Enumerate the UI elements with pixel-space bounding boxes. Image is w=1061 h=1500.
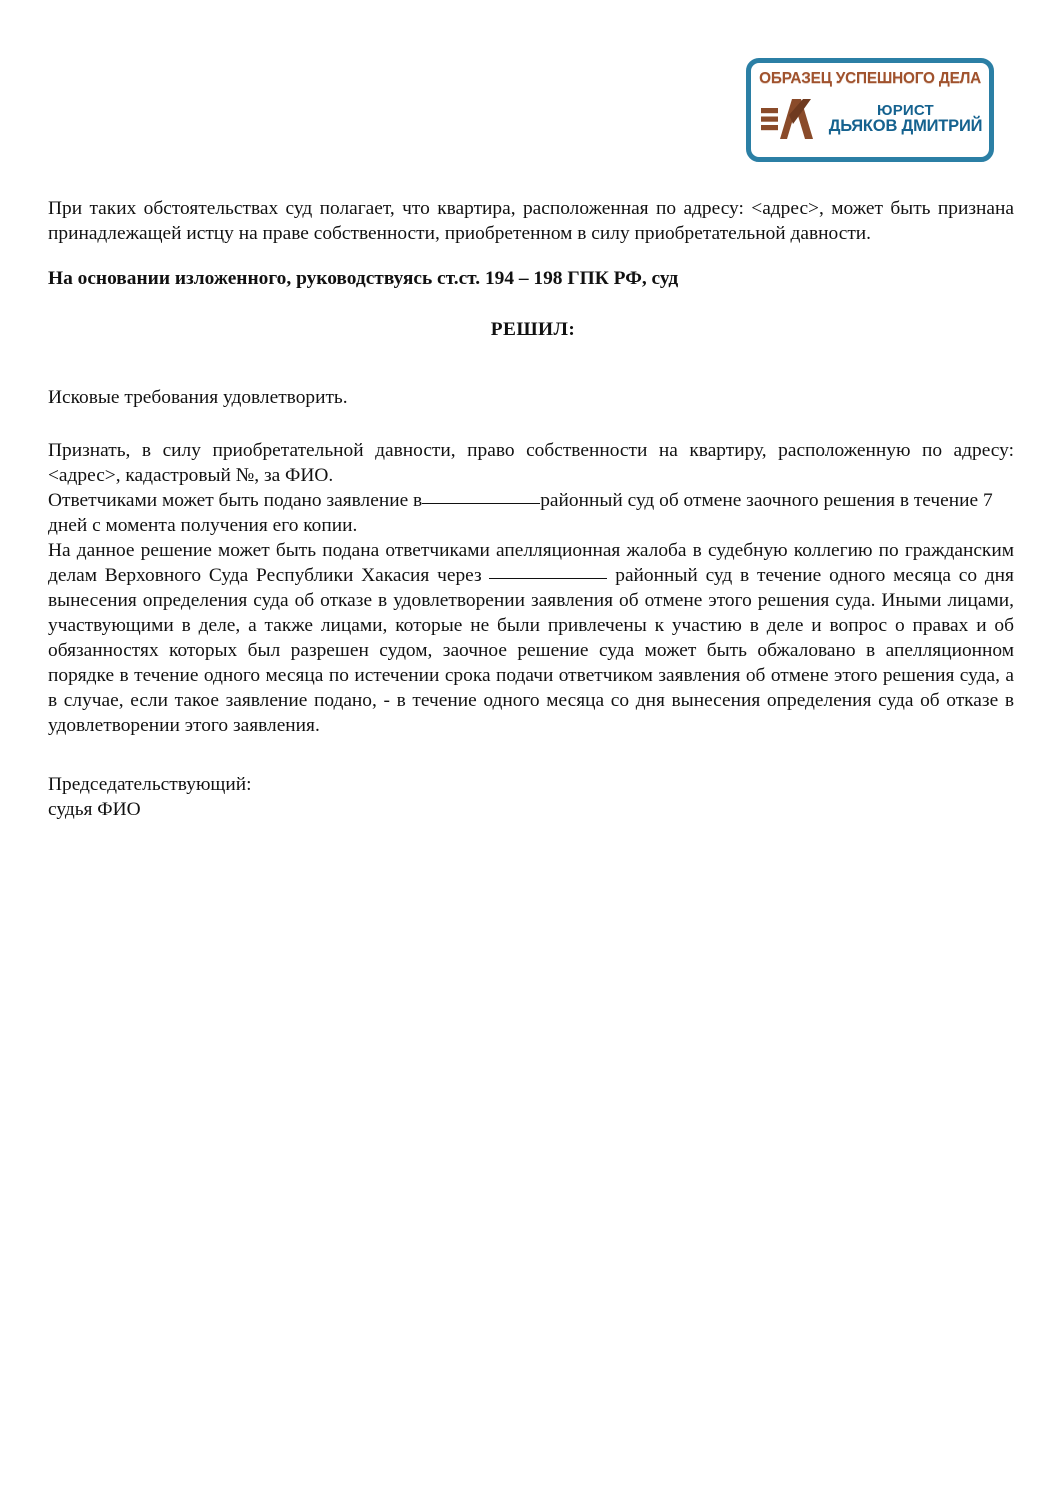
court-name-blank-2[interactable] bbox=[489, 578, 607, 579]
resolution-heading: РЕШИЛ: bbox=[490, 319, 576, 340]
spacer bbox=[48, 738, 1014, 772]
signature-presiding-label: Председательствующий: bbox=[48, 774, 252, 795]
stamp-names bbox=[822, 103, 989, 136]
defendant-appeal-text-1: Ответчиками может быть подано заявление в bbox=[48, 490, 423, 511]
stamp-name-line-2: ДЬЯКОВ ДМИТРИЙ bbox=[828, 116, 983, 135]
signature-judge-name: судья ФИО bbox=[48, 799, 141, 820]
paragraph-recognition: Признать, в силу приобретательной давности, право собственности на квартиру, расположенную по адресу: <адрес>, кадастровый №, за ФИО. bbox=[48, 440, 1014, 486]
stylized-k-monogram-icon bbox=[760, 94, 824, 144]
appeal-procedure-text-2: районный суд в течение одного месяца со дня вынесения определения суда об отказе в удовлетворении заявления об отмене этого решения суда. Иными лицами, участвующими в деле, а также лицами, которые не были привлечены к участию в деле и вопрос о правах и об обязанностях которых был разрешен судом, заочное решение суда может быть обжаловано в апелляционном порядке в течение одного месяца по истечении срока подачи ответчиком заявления об отмене этого решения суда, а в случае, если такое заявление подано, - в течение одного месяца со дня вынесения определения суда об отказе в удовлетворении этого заявления. bbox=[48, 565, 1014, 736]
stamp-title: ОБРАЗЕЦ УСПЕШНОГО ДЕЛА bbox=[759, 70, 981, 87]
spacer bbox=[48, 341, 1014, 385]
defendant-appeal-text-2: районный суд об отмене заочного решения в течение 7 дней с момента получения его копии. bbox=[48, 490, 993, 536]
document-body bbox=[48, 196, 1014, 822]
paragraph-circumstances: При таких обстоятельствах суд полагает, что квартира, расположенная по адресу: <адрес>, может быть признана принадлежащей истцу на праве собственности, приобретенном в силу приобретательной давности. bbox=[48, 198, 1014, 244]
spacer bbox=[48, 291, 1014, 319]
paragraph-legal-basis: На основании изложенного, руководствуясь ст.ст. 194 – 198 ГПК РФ, суд bbox=[48, 268, 679, 289]
spacer bbox=[48, 410, 1014, 438]
paragraph-defendant-appeal bbox=[48, 488, 1014, 538]
spacer bbox=[48, 246, 1014, 266]
stamp-name-line-1: ЮРИСТ bbox=[877, 101, 934, 119]
appeal-procedure-text-1: На данное решение может быть подана ответчиками апелляционная жалоба в судебную коллегию по гражданским делам Верховного Суда Республики Хакасия через bbox=[48, 540, 1014, 586]
paragraph-claims-granted: Исковые требования удовлетворить. bbox=[48, 387, 348, 408]
paragraph-appeal-procedure bbox=[48, 538, 1014, 738]
court-name-blank-1[interactable] bbox=[422, 503, 540, 504]
stamp-body bbox=[751, 94, 989, 144]
success-case-stamp bbox=[746, 58, 994, 162]
